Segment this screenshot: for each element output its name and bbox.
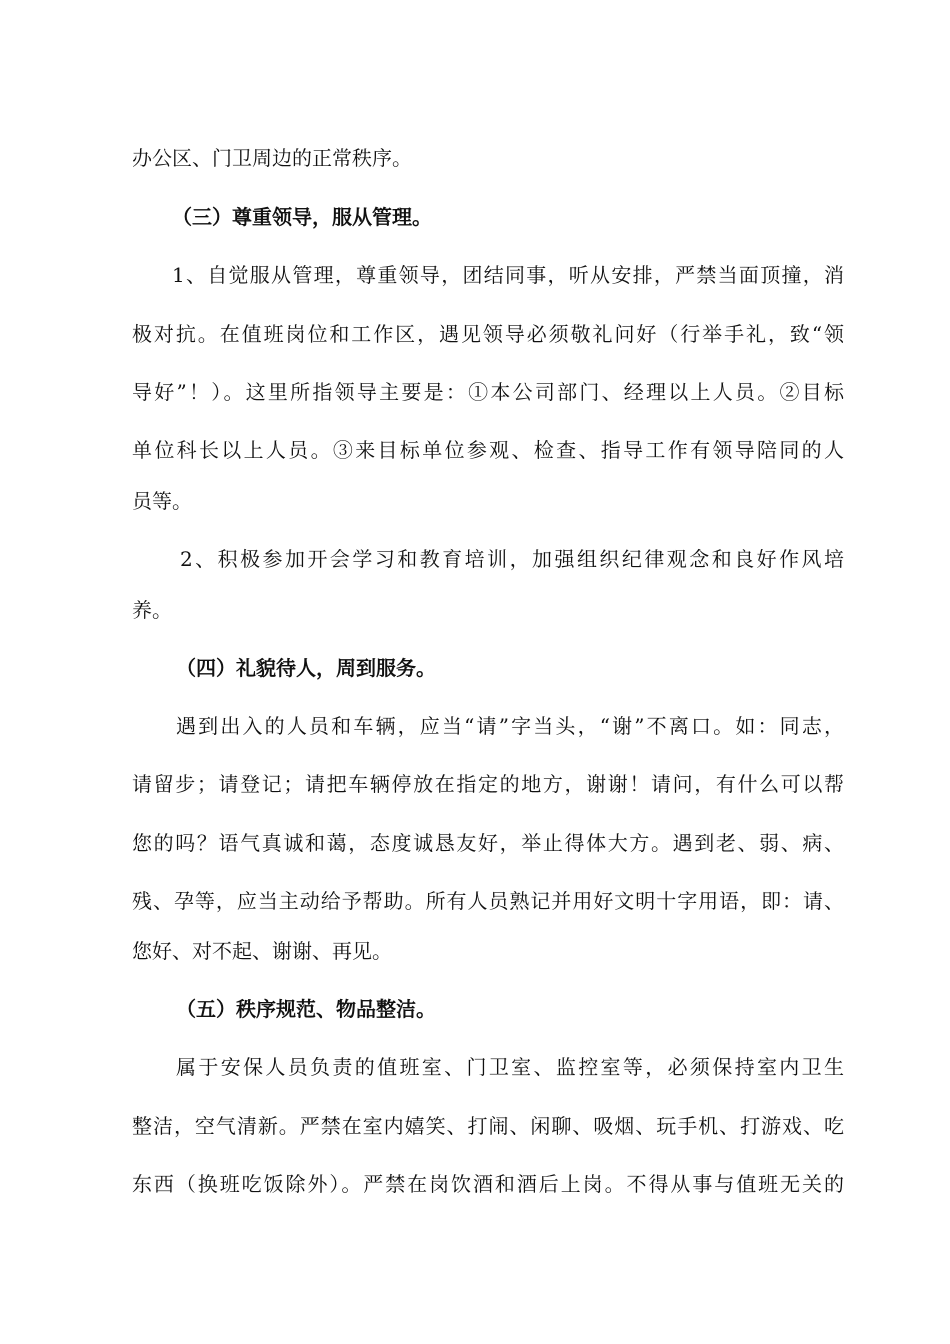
paragraph-line-15: 您好、对不起、谢谢、再见。 bbox=[132, 939, 392, 963]
section-heading-five: （五）秩序规范、物品整洁。 bbox=[176, 997, 436, 1021]
paragraph-line-9: 养。 bbox=[132, 598, 172, 622]
paragraph-line-6: 单位科长以上人员。③来目标单位参观、检查、指导工作有领导陪同的人 bbox=[132, 438, 844, 462]
paragraph-line-14: 残、孕等，应当主动给予帮助。所有人员熟记并用好文明十字用语，即：请、 bbox=[132, 889, 844, 913]
paragraph-line-5: 导好”！）。这里所指领导主要是：①本公司部门、经理以上人员。②目标 bbox=[132, 380, 844, 404]
paragraph-line-4: 极对抗。在值班岗位和工作区，遇见领导必须敬礼问好（行举手礼，致“领 bbox=[132, 322, 844, 346]
paragraph-line-18: 整洁，空气清新。严禁在室内嬉笑、打闹、闲聊、吸烟、玩手机、打游戏、吃 bbox=[132, 1114, 844, 1138]
paragraph-line-3: 1、自觉服从管理，尊重领导，团结同事，听从安排，严禁当面顶撞，消 bbox=[172, 263, 844, 287]
section-heading-three: （三）尊重领导，服从管理。 bbox=[172, 205, 432, 229]
paragraph-line-1: 办公区、门卫周边的正常秩序。 bbox=[132, 146, 412, 170]
paragraph-line-19: 东西（换班吃饭除外）。严禁在岗饮酒和酒后上岗。不得从事与值班无关的 bbox=[132, 1172, 844, 1196]
paragraph-line-7: 员等。 bbox=[132, 489, 192, 513]
paragraph-line-11: 遇到出入的人员和车辆，应当“请”字当头，“谢”不离口。如：同志， bbox=[176, 714, 844, 738]
paragraph-line-12: 请留步；请登记；请把车辆停放在指定的地方，谢谢！请问，有什么可以帮 bbox=[132, 772, 844, 796]
paragraph-line-17: 属于安保人员负责的值班室、门卫室、监控室等，必须保持室内卫生 bbox=[176, 1055, 844, 1079]
section-heading-four: （四）礼貌待人，周到服务。 bbox=[176, 656, 436, 680]
paragraph-line-8: 2、积极参加开会学习和教育培训，加强组织纪律观念和良好作风培 bbox=[180, 547, 844, 571]
paragraph-line-13: 您的吗？语气真诚和蔼，态度诚恳友好，举止得体大方。遇到老、弱、病、 bbox=[132, 831, 844, 855]
